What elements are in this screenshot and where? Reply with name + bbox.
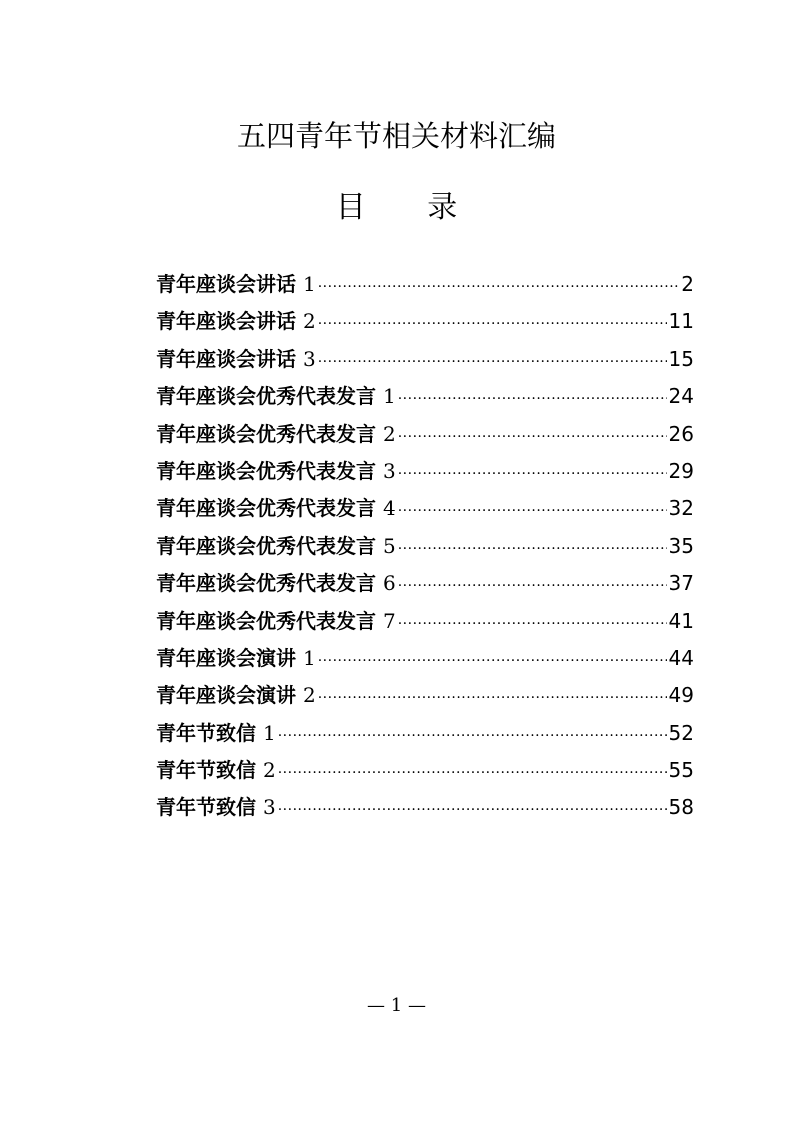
- toc-entry[interactable]: [156, 789, 694, 826]
- toc-entry-number: 3: [303, 346, 316, 371]
- toc-page-number: 11: [668, 309, 694, 334]
- toc-page-number: 15: [668, 346, 694, 371]
- toc-dot-leader: [398, 568, 667, 605]
- toc-entry-number: 2: [383, 421, 396, 446]
- toc-dot-leader: [398, 419, 667, 456]
- toc-entry[interactable]: [156, 640, 694, 677]
- toc-entry-label: 青年节致信: [156, 720, 256, 745]
- toc-entry-number: 3: [263, 795, 276, 820]
- toc-dot-leader: [398, 381, 667, 418]
- toc-entry-label: 青年座谈会演讲: [156, 645, 296, 670]
- toc-entry-label: 青年节致信: [156, 795, 256, 820]
- toc-dot-leader: [318, 643, 667, 680]
- toc-entry-label: 青年座谈会优秀代表发言: [156, 458, 376, 483]
- toc-entry-label: 青年座谈会优秀代表发言: [156, 608, 376, 633]
- toc-entry-label: 青年座谈会演讲: [156, 683, 296, 708]
- toc-dot-leader: [278, 755, 667, 792]
- toc-dot-leader: [398, 493, 667, 530]
- toc-dot-leader: [398, 456, 667, 493]
- toc-entry[interactable]: [156, 303, 694, 340]
- toc-dot-leader: [318, 680, 667, 717]
- toc-entry-number: 7: [383, 608, 396, 633]
- toc-entry[interactable]: [156, 341, 694, 378]
- toc-entry[interactable]: [156, 603, 694, 640]
- toc-page-number: 35: [668, 533, 694, 558]
- toc-entry-label: 青年座谈会优秀代表发言: [156, 571, 376, 596]
- toc-heading: 目 录: [335, 190, 484, 225]
- toc-entry[interactable]: [156, 453, 694, 490]
- toc-page-number: 49: [668, 683, 694, 708]
- toc-page-number: 37: [668, 571, 694, 596]
- toc-entry[interactable]: [156, 715, 694, 752]
- toc-dot-leader: [398, 606, 667, 643]
- toc-page-number: 29: [668, 458, 694, 483]
- toc-entry-label: 青年座谈会优秀代表发言: [156, 533, 376, 558]
- toc-entry-number: 3: [383, 458, 396, 483]
- toc-entry-label: 青年座谈会优秀代表发言: [156, 384, 376, 409]
- toc-entry-number: 1: [303, 272, 316, 296]
- toc-entry-label: 青年节致信: [156, 758, 256, 783]
- table-of-contents: [156, 266, 694, 827]
- toc-entry[interactable]: [156, 266, 694, 303]
- toc-entry-label: 青年座谈会讲话: [156, 346, 296, 371]
- toc-page-number: 44: [668, 645, 694, 670]
- page-number-footer: — 1 —: [367, 995, 426, 1016]
- toc-entry[interactable]: [156, 677, 694, 714]
- toc-dot-leader: [318, 344, 667, 381]
- toc-page-number: 32: [668, 496, 694, 521]
- toc-entry[interactable]: [156, 490, 694, 527]
- toc-entry-number: 4: [383, 496, 396, 521]
- toc-entry[interactable]: [156, 752, 694, 789]
- toc-dot-leader: [398, 531, 667, 568]
- toc-entry-label: 青年座谈会优秀代表发言: [156, 496, 376, 521]
- toc-entry[interactable]: [156, 565, 694, 602]
- toc-page-number: 41: [668, 608, 694, 633]
- toc-page-number: 24: [668, 384, 694, 409]
- toc-page-number: 52: [668, 720, 694, 745]
- toc-entry-number: 2: [303, 683, 316, 708]
- toc-entry-number: 1: [263, 720, 276, 745]
- toc-dot-leader: [278, 792, 667, 829]
- document-title: 五四青年节相关材料汇编: [236, 119, 556, 153]
- toc-entry-number: 6: [383, 571, 396, 596]
- toc-entry-label: 青年座谈会讲话: [156, 309, 296, 334]
- toc-entry[interactable]: [156, 416, 694, 453]
- toc-page-number: 55: [668, 758, 694, 783]
- toc-dot-leader: [278, 718, 667, 755]
- toc-entry-number: 2: [303, 309, 316, 334]
- toc-page-number: 26: [668, 421, 694, 446]
- toc-entry-label: 青年座谈会优秀代表发言: [156, 421, 376, 446]
- toc-dot-leader: [318, 269, 680, 306]
- toc-page-number: 58: [668, 795, 694, 820]
- toc-page-number: 2: [681, 272, 694, 296]
- toc-entry[interactable]: [156, 378, 694, 415]
- toc-entry[interactable]: [156, 528, 694, 565]
- toc-entry-number: 2: [263, 758, 276, 783]
- toc-entry-label: 青年座谈会讲话: [156, 272, 296, 296]
- toc-dot-leader: [318, 306, 667, 343]
- toc-entry-number: 1: [383, 384, 396, 409]
- toc-entry-number: 5: [383, 533, 396, 558]
- toc-entry-number: 1: [303, 645, 316, 670]
